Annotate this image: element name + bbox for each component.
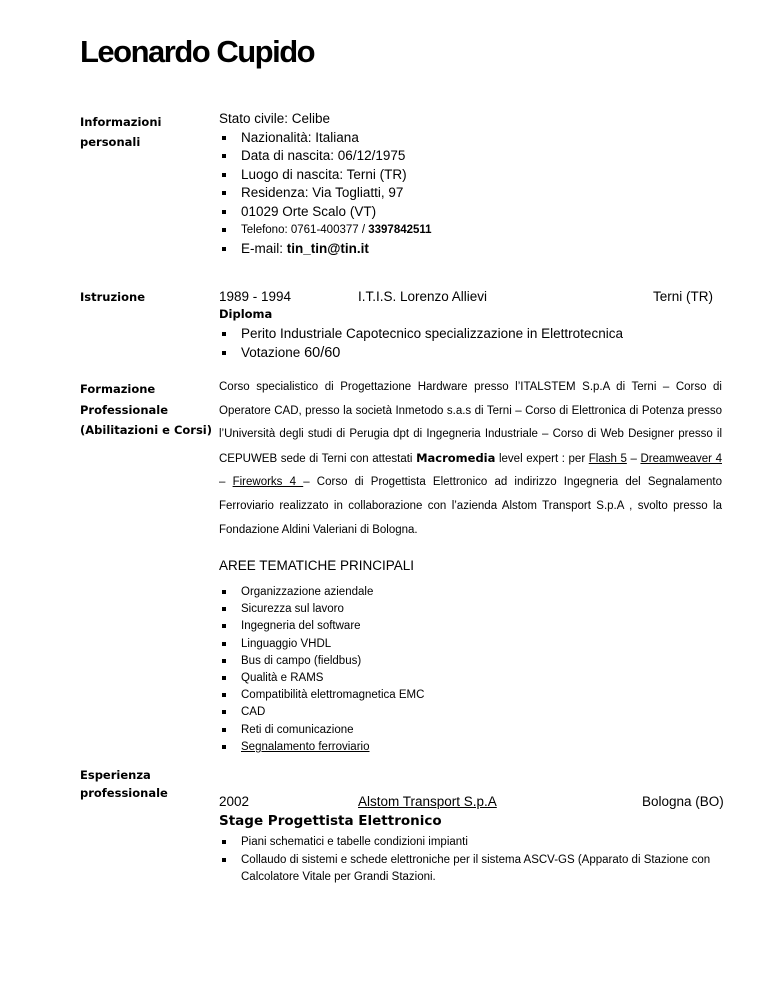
- course-fireworks: Fireworks 4: [232, 476, 304, 489]
- areas-list: [219, 584, 719, 756]
- list-item: Qualità e RAMS: [219, 670, 719, 687]
- phone-item: [219, 221, 719, 240]
- education-list: [219, 325, 719, 362]
- section-label-education: Istruzione: [80, 290, 146, 304]
- grade-label: Votazione: [241, 344, 305, 360]
- section-label-line: Informazioni: [80, 115, 162, 129]
- training-paragraph: [219, 376, 722, 542]
- phone-label: Telefono: 0761-400377 /: [241, 224, 369, 236]
- list-item: Luogo di nascita: Terni (TR): [219, 166, 719, 185]
- personal-list: [219, 129, 719, 259]
- education-school: I.T.I.S. Lorenzo Allievi: [358, 289, 488, 304]
- list-item: 01029 Orte Scalo (VT): [219, 203, 719, 222]
- list-item: Organizzazione aziendale: [219, 584, 719, 601]
- section-label-training: [80, 379, 212, 441]
- grade-value: 60/60: [304, 344, 341, 361]
- phone-mobile: 3397842511: [368, 224, 432, 236]
- list-item: Linguaggio VHDL: [219, 636, 719, 653]
- list-item: Ingegneria del software: [219, 618, 719, 635]
- training-text: – Corso di Progettista Elettronico ad indirizzo Ingegneria del Segnalamento Ferroviario realizzato in collaborazione con l’azienda Alstom Transport S.p.A , svolto presso la Fondazione Aldini Valeriani di Bologna.: [219, 476, 723, 536]
- email-value: tin_tin@tin.it: [286, 240, 369, 256]
- list-item: [219, 739, 719, 756]
- list-item: Bus di campo (fieldbus): [219, 653, 719, 670]
- areas-title: AREE TEMATICHE PRINCIPALI: [219, 558, 415, 573]
- section-label-line: Professionale: [80, 402, 169, 417]
- education-years: 1989 - 1994: [219, 289, 292, 304]
- grade-item: [219, 344, 719, 363]
- course-dreamweaver: Dreamweaver 4: [640, 452, 722, 465]
- separator: –: [626, 452, 641, 465]
- email-item: [219, 240, 719, 259]
- section-label-experience: [80, 766, 168, 802]
- macromedia-label: Macromedia: [416, 450, 496, 465]
- list-item: CAD: [219, 704, 719, 721]
- experience-company: Alstom Transport S.p.A: [358, 794, 497, 809]
- marital-status: Stato civile: Celibe: [219, 111, 331, 126]
- list-item: Compatibilità elettromagnetica EMC: [219, 687, 719, 704]
- email-label: E-mail:: [241, 240, 287, 256]
- experience-year: 2002: [219, 794, 250, 809]
- experience-city: Bologna (BO): [642, 794, 724, 809]
- education-city: Terni (TR): [653, 289, 713, 304]
- list-item: Reti di comunicazione: [219, 722, 719, 739]
- separator: –: [219, 476, 233, 489]
- section-label-line: Esperienza: [80, 768, 151, 782]
- area-signalling: Segnalamento ferroviario: [241, 740, 370, 753]
- section-label-line: professionale: [80, 786, 168, 800]
- list-item: Piani schematici e tabelle condizioni impianti: [219, 834, 724, 852]
- list-item: Perito Industriale Capotecnico specializzazione in Elettrotecnica: [219, 325, 719, 344]
- list-item: Residenza: Via Togliatti, 97: [219, 184, 719, 203]
- list-item: Nazionalità: Italiana: [219, 129, 719, 148]
- section-label-line: (Abilitazioni e Corsi): [80, 423, 212, 437]
- training-text: Corso specialistico di Progettazione Hardware presso l’ITALSTEM S.p.A di Terni – Corso di Operatore CAD, presso la società Inmetodo s.a.s di Terni – Corso di Elettronica di Potenza presso l’Università degli studi di Perugia dpt di Ingegneria Industriale – Corso di Web Designer presso il CEPUWEB sede di Terni con attestati: [219, 381, 722, 465]
- experience-role: Stage Progettista Elettronico: [219, 813, 442, 829]
- experience-list: [219, 834, 724, 887]
- section-label-line: personali: [80, 135, 141, 149]
- course-flash: Flash 5: [588, 452, 627, 465]
- education-degree: Diploma: [219, 307, 273, 321]
- list-item: Collaudo di sistemi e schede elettroniche per il sistema ASCV-GS (Apparato di Stazione con Calcolatore Vitale per Grandi Stazioni.: [219, 852, 724, 887]
- section-label-personal: [80, 112, 161, 152]
- section-label-line: Formazione: [80, 382, 156, 396]
- list-item: Sicurezza sul lavoro: [219, 601, 719, 618]
- list-item: Data di nascita: 06/12/1975: [219, 147, 719, 166]
- personal-info: [219, 110, 719, 258]
- training-text: level expert : per: [495, 452, 589, 465]
- page-title: Leonardo Cupido: [80, 34, 315, 69]
